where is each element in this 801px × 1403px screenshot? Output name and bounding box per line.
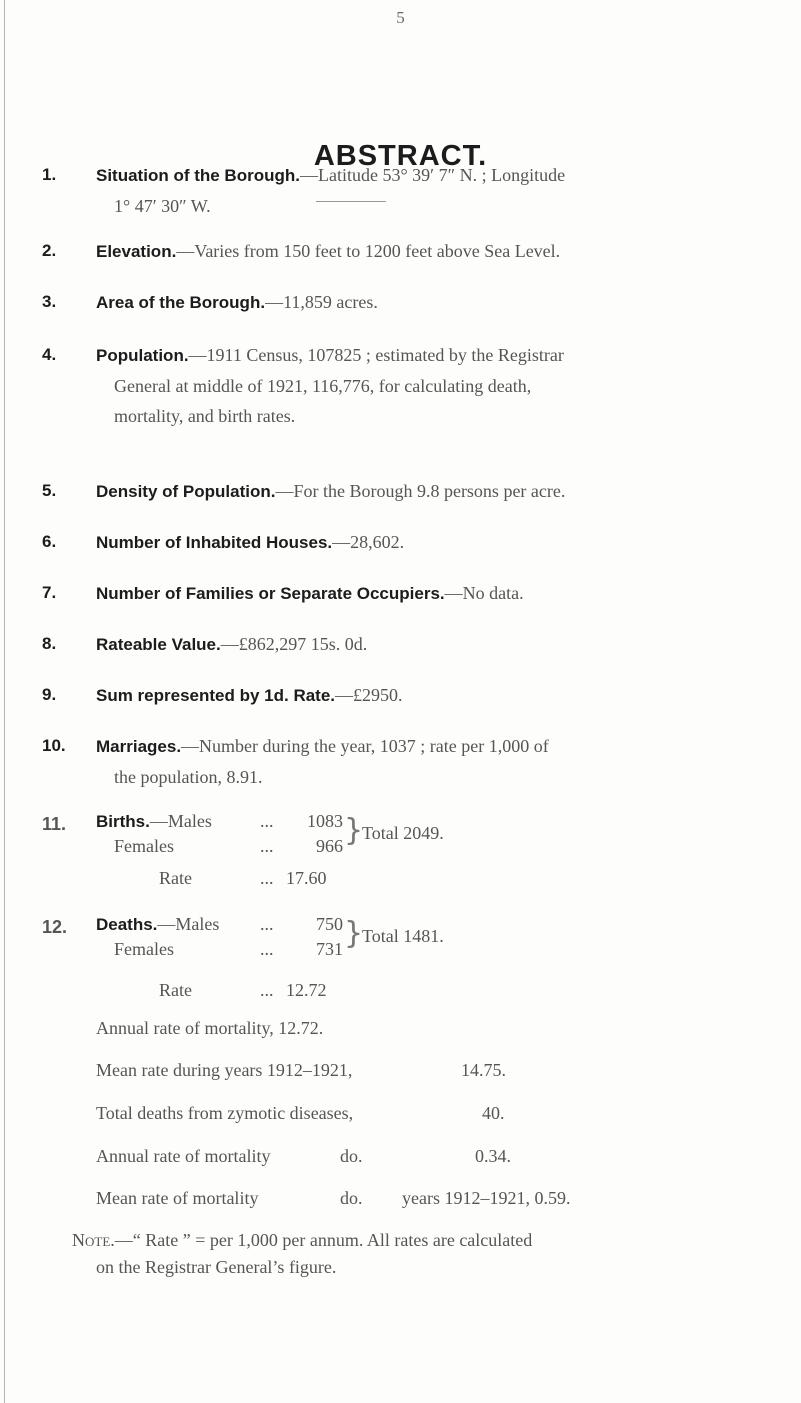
births-rate-value: 17.60 bbox=[286, 868, 327, 888]
page-edge-line bbox=[4, 0, 5, 1403]
births-females-value: 966 bbox=[316, 836, 343, 856]
deaths-brace: } bbox=[344, 916, 364, 951]
deaths-total: Total 1481. bbox=[362, 926, 444, 946]
item-families: 7. Number of Families or Separate Occupiers.—No data. bbox=[42, 583, 524, 603]
item-rateable-value: 8. Rateable Value.—£862,297 15s. 0d. bbox=[42, 634, 368, 654]
item-population: 4. Population.—1911 Census, 107825 ; estimated by the Registrar General at middle of 1921, 116,776, for calculating death, mortality, and birth rates. bbox=[42, 345, 564, 426]
deaths-males-value: 750 bbox=[316, 914, 343, 934]
deaths-rate-value: 12.72 bbox=[286, 980, 327, 1000]
page-number: 5 bbox=[396, 8, 405, 27]
births-males-value: 1083 bbox=[307, 811, 343, 831]
item-elevation: 2. Elevation.—Varies from 150 feet to 1200 feet above Sea Level. bbox=[42, 241, 561, 261]
births-brace: } bbox=[344, 813, 364, 848]
births-total: Total 2049. bbox=[362, 823, 444, 843]
item-situation: 1. Situation of the Borough.—Latitude 53° 39′ 7″ N. ; Longitude 1° 47′ 30″ W. bbox=[42, 165, 566, 216]
item-marriages: 10. Marriages.—Number during the year, 1037 ; rate per 1,000 of the population, 8.91. bbox=[42, 736, 549, 787]
item-penny-rate: 9. Sum represented by 1d. Rate.—£2950. bbox=[42, 685, 403, 705]
item-inhabited-houses: 6. Number of Inhabited Houses.—28,602. bbox=[42, 532, 405, 552]
deaths-females-value: 731 bbox=[316, 939, 343, 959]
item-area: 3. Area of the Borough.—11,859 acres. bbox=[42, 292, 378, 312]
page-title: ABSTRACT. bbox=[313, 140, 488, 172]
item-density: 5. Density of Population.—For the Borough 9.8 persons per acre. bbox=[42, 481, 566, 501]
